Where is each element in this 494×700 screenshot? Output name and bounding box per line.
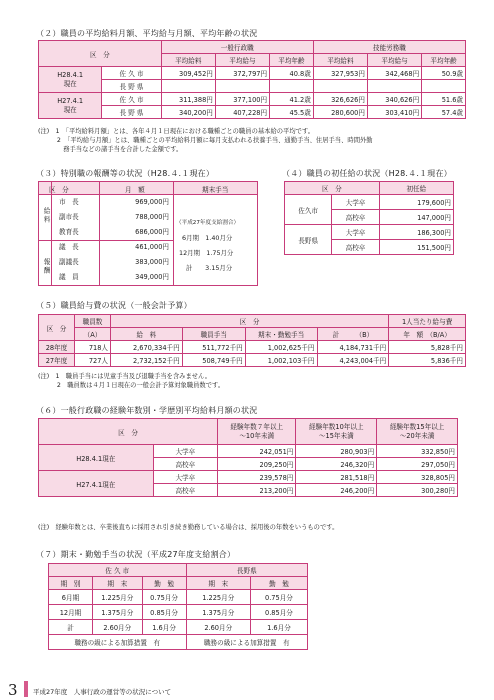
- period-cell: 12月期: [49, 605, 93, 620]
- staff-count: 718人: [75, 341, 111, 354]
- experience-salary-table: [38, 418, 458, 497]
- value-cell: 45.5歳: [270, 106, 314, 119]
- col-header: 勤 勉: [142, 577, 186, 590]
- group-label-salary: 給料: [42, 207, 50, 225]
- header-nagano: 長野県: [186, 564, 307, 577]
- date-cell: [39, 67, 102, 93]
- col-header: 年 額 （B/A）: [389, 328, 466, 341]
- col-header: [296, 419, 377, 445]
- value-cell: 332,850円: [377, 445, 458, 458]
- role-label: 副市長: [59, 213, 79, 221]
- note-line: (注) 1 職員手当には児童手当及び退職手当を含みません。: [38, 373, 212, 380]
- role-label: 議 員: [59, 273, 79, 281]
- header-mid: 区 分: [111, 315, 389, 328]
- value-cell: [422, 80, 466, 93]
- value-cell: 40.8歳: [270, 67, 314, 80]
- col-header-line: ～20年未満: [399, 431, 435, 440]
- amount-value: 461,000円: [135, 243, 169, 251]
- extra-cell: 職務の級による加算措置 有: [49, 635, 187, 650]
- table-row: [49, 605, 308, 620]
- amount-value: 383,000円: [135, 258, 169, 266]
- value-cell: 246,320円: [296, 458, 377, 471]
- table-row: [49, 635, 308, 650]
- extra-cell: 職務の級による加算措置 有: [186, 635, 307, 650]
- table-row: [49, 620, 308, 635]
- value-cell: 0.75月分: [250, 590, 307, 605]
- table-row: [39, 341, 466, 354]
- list-item: [53, 196, 173, 211]
- table-row: [39, 80, 466, 93]
- special-staff-table: [38, 181, 258, 286]
- header-per-person: 1人当たり給与費: [389, 315, 466, 328]
- col-header: 平均給料: [161, 54, 215, 67]
- section-6-title: （６）一般行政職の経験年数別・学歴別平均給料月額の状況: [36, 406, 258, 415]
- col-header: 勤 勉: [250, 577, 307, 590]
- role-label: 副議長: [59, 258, 79, 266]
- value-cell: 280,600円: [313, 106, 367, 119]
- header-tech: 技能労務職: [313, 41, 465, 54]
- bonus-line: 12月期 1.75月分: [179, 249, 234, 257]
- header-kubun: 区 分: [39, 41, 162, 67]
- table-row: [39, 106, 466, 119]
- city-cell: 長 野 県: [102, 80, 161, 93]
- col-header: 期 末: [93, 577, 143, 590]
- value-cell: 309,452円: [161, 67, 215, 80]
- value-cell: 41.2歳: [270, 93, 314, 106]
- value-cell: 0.75月分: [142, 590, 186, 605]
- note-line: (注) 1 「平均給料月額」とは、各年４月１日現在における職種ごとの職員の基本給の平均です。: [38, 128, 315, 135]
- value-cell: 311,388円: [161, 93, 215, 106]
- staff-count: 727人: [75, 354, 111, 367]
- value-cell: [270, 80, 314, 93]
- city-cell: 長 野 県: [102, 106, 161, 119]
- section-5-notes: [38, 372, 224, 390]
- value-cell: 57.4歳: [422, 106, 466, 119]
- value-cell: [215, 80, 269, 93]
- edu-cell: 高校卒: [332, 210, 379, 225]
- starting-salary-table: [284, 181, 454, 255]
- edu-cell: 大学卒: [153, 445, 217, 458]
- value-cell: 0.85月分: [250, 605, 307, 620]
- header-kubun: 区 分: [39, 419, 218, 445]
- value-cell: 213,200円: [218, 484, 296, 497]
- bonus-line: 計 3.15月分: [186, 264, 233, 272]
- col-header: 給 料: [111, 328, 183, 341]
- header-kubun: 区 分: [49, 186, 69, 194]
- value-cell: 242,051円: [218, 445, 296, 458]
- list-item: [53, 211, 173, 226]
- col-header-line: 経験年数10年以上: [309, 422, 364, 431]
- list-item: [53, 241, 173, 256]
- value-cell: 5,828千円: [389, 341, 466, 354]
- date-label: H27.4.1: [57, 96, 84, 105]
- col-header-line: ～10年未満: [239, 431, 275, 440]
- value-cell: 372,797円: [215, 67, 269, 80]
- value-cell: 1.375月分: [186, 605, 250, 620]
- value-cell: 2.60月分: [93, 620, 143, 635]
- edu-cell: 大学卒: [153, 471, 217, 484]
- amount-value: 686,000円: [135, 228, 169, 236]
- page-number-bar: [24, 681, 28, 697]
- bonus-detail: [176, 216, 239, 276]
- edu-cell: 高校卒: [153, 484, 217, 497]
- header-kubun: 区 分: [39, 315, 75, 341]
- value-cell: 2,670,334千円: [111, 341, 183, 354]
- value-cell: 4,184,731千円: [317, 341, 389, 354]
- value-cell: 239,578円: [218, 471, 296, 484]
- col-header: 計 （B）: [317, 328, 389, 341]
- col-header: 期 末: [186, 577, 250, 590]
- col-header: [377, 419, 458, 445]
- value-cell: 246,200円: [296, 484, 377, 497]
- value-cell: 151,500円: [379, 240, 453, 255]
- footer-text: 平成27年度 人事行政の運営等の状況について: [33, 688, 172, 696]
- value-cell: 179,600円: [379, 195, 453, 210]
- value-cell: 1,002,625千円: [245, 341, 317, 354]
- value-cell: 377,100円: [215, 93, 269, 106]
- value-cell: 2.60月分: [186, 620, 250, 635]
- when-label: 現在: [63, 79, 77, 88]
- payroll-cost-table: [38, 314, 466, 367]
- section-2-title: （２）職員の平均給料月額、平均給与月額、平均年齢の状況: [36, 29, 258, 38]
- city-cell: 佐 久 市: [102, 93, 161, 106]
- role-list: [53, 196, 173, 286]
- year-cell: 27年度: [39, 354, 75, 367]
- table-row: [39, 354, 466, 367]
- average-salary-table: [38, 40, 466, 119]
- section-3-title: （３）特別職の報酬等の状況（H28.４.１現在）: [36, 169, 215, 178]
- edu-cell: 大学卒: [332, 225, 379, 240]
- value-cell: 1.225月分: [93, 590, 143, 605]
- header-staff-a: （A）: [75, 328, 111, 341]
- pref-cell: 長野県: [285, 225, 332, 255]
- value-cell: 1.6月分: [250, 620, 307, 635]
- header-amount: 初任給: [379, 182, 453, 195]
- role-label: 議 長: [59, 243, 79, 251]
- header-saku: 佐 久 市: [49, 564, 187, 577]
- value-cell: 511,772千円: [182, 341, 245, 354]
- col-header-line: ～15年未満: [318, 431, 354, 440]
- table-row: [49, 590, 308, 605]
- value-cell: 186,300円: [379, 225, 453, 240]
- header-general: 一般行政職: [161, 41, 313, 54]
- table-row: [39, 67, 466, 80]
- value-cell: 303,410円: [367, 106, 421, 119]
- value-cell: 1.6月分: [142, 620, 186, 635]
- value-cell: 1,002,103千円: [245, 354, 317, 367]
- value-cell: [313, 80, 367, 93]
- date-cell: [39, 93, 102, 119]
- value-cell: 340,626円: [367, 93, 421, 106]
- col-header: 期末・勤勉手当: [245, 328, 317, 341]
- edu-cell: 高校卒: [153, 458, 217, 471]
- date-label: H28.4.1: [57, 70, 84, 79]
- col-header: 平均年齢: [422, 54, 466, 67]
- header-staff: 職員数: [75, 315, 111, 328]
- value-cell: 297,050円: [377, 458, 458, 471]
- value-cell: 342,468円: [367, 67, 421, 80]
- section-7-title: （７）期末・勤勉手当の状況（平成27年度支給割合）: [36, 550, 236, 559]
- amount-value: 788,000円: [135, 213, 169, 221]
- value-cell: 327,953円: [313, 67, 367, 80]
- section-4-title: （４）職員の初任給の状況（H28.４.１現在）: [282, 169, 452, 178]
- edu-cell: 大学卒: [332, 195, 379, 210]
- table-row: [285, 225, 454, 240]
- note-line: 2 職員数は４月１日現在の一般会計予算対象職員数です。: [38, 382, 225, 390]
- bonus-line: 6月期 1.40月分: [182, 234, 233, 242]
- col-header: 職員手当: [182, 328, 245, 341]
- amount-value: 969,000円: [135, 198, 169, 206]
- list-item: [53, 271, 173, 286]
- section-5-title: （５）職員給与費の状況（一般会計予算）: [36, 301, 192, 310]
- value-cell: 147,000円: [379, 210, 453, 225]
- value-cell: 407,228円: [215, 106, 269, 119]
- col-header-line: 経験年数15年以上: [389, 422, 445, 431]
- value-cell: [161, 80, 215, 93]
- value-cell: 1.375月分: [93, 605, 143, 620]
- role-label: 市 長: [59, 198, 79, 206]
- table-row: [39, 445, 458, 458]
- col-header: [218, 419, 296, 445]
- page-number: 3: [8, 681, 18, 699]
- header-kubun: 区 分: [285, 182, 380, 195]
- table-row: [285, 195, 454, 210]
- value-cell: 1.225月分: [186, 590, 250, 605]
- group-label-reward: 報酬: [42, 258, 50, 276]
- value-cell: 280,903円: [296, 445, 377, 458]
- table-row: [39, 471, 458, 484]
- city-cell: 佐 久 市: [102, 67, 161, 80]
- header-amount: 月 額: [125, 186, 145, 194]
- col-header: 平均給与: [367, 54, 421, 67]
- table-row: [39, 93, 466, 106]
- note-line: 務手当などの諸手当を合計した金額です。: [38, 146, 183, 154]
- col-header: 平均年齢: [270, 54, 314, 67]
- header-bonus: 期末手当: [202, 186, 229, 194]
- value-cell: 51.6歳: [422, 93, 466, 106]
- value-cell: 2,732,152千円: [111, 354, 183, 367]
- when-label: 現在: [63, 105, 77, 114]
- edu-cell: 高校卒: [332, 240, 379, 255]
- amount-value: 349,000円: [135, 273, 169, 281]
- value-cell: 50.9歳: [422, 67, 466, 80]
- col-header: 期 別: [49, 577, 93, 590]
- col-header-line: 経験年数７年以上: [230, 422, 284, 431]
- value-cell: 4,243,004千円: [317, 354, 389, 367]
- value-cell: 300,280円: [377, 484, 458, 497]
- date-cell: H27.4.1現在: [39, 471, 154, 497]
- year-cell: 28年度: [39, 341, 75, 354]
- value-cell: 326,626円: [313, 93, 367, 106]
- value-cell: 508,749千円: [182, 354, 245, 367]
- section-2-notes: [38, 127, 373, 154]
- role-label: 教育長: [59, 228, 79, 236]
- col-header: 平均給与: [215, 54, 269, 67]
- value-cell: 328,805円: [377, 471, 458, 484]
- bonus-note: （平成27年度支給割合）: [176, 220, 240, 226]
- value-cell: [367, 80, 421, 93]
- value-cell: 281,518円: [296, 471, 377, 484]
- value-cell: 5,836千円: [389, 354, 466, 367]
- section-6-note: (注) 経験年数とは、卒業後直ちに採用され引き続き勤務している場合は、採用後の年数をいうものです。: [38, 524, 339, 531]
- value-cell: 0.85月分: [142, 605, 186, 620]
- bonus-table: [48, 563, 308, 650]
- period-cell: 計: [49, 620, 93, 635]
- value-cell: 340,200円: [161, 106, 215, 119]
- pref-cell: 佐久市: [285, 195, 332, 225]
- page-footer: [0, 679, 494, 700]
- period-cell: 6月期: [49, 590, 93, 605]
- col-header: 平均給料: [313, 54, 367, 67]
- note-line: 2 「平均給与月額」とは、職種ごとの平均給料月額に毎月支払われる扶養手当、通勤手当、住居手当、時間外勤: [38, 137, 373, 145]
- value-cell: 209,250円: [218, 458, 296, 471]
- date-cell: H28.4.1現在: [39, 445, 154, 471]
- list-item: [53, 226, 173, 241]
- list-item: [53, 256, 173, 271]
